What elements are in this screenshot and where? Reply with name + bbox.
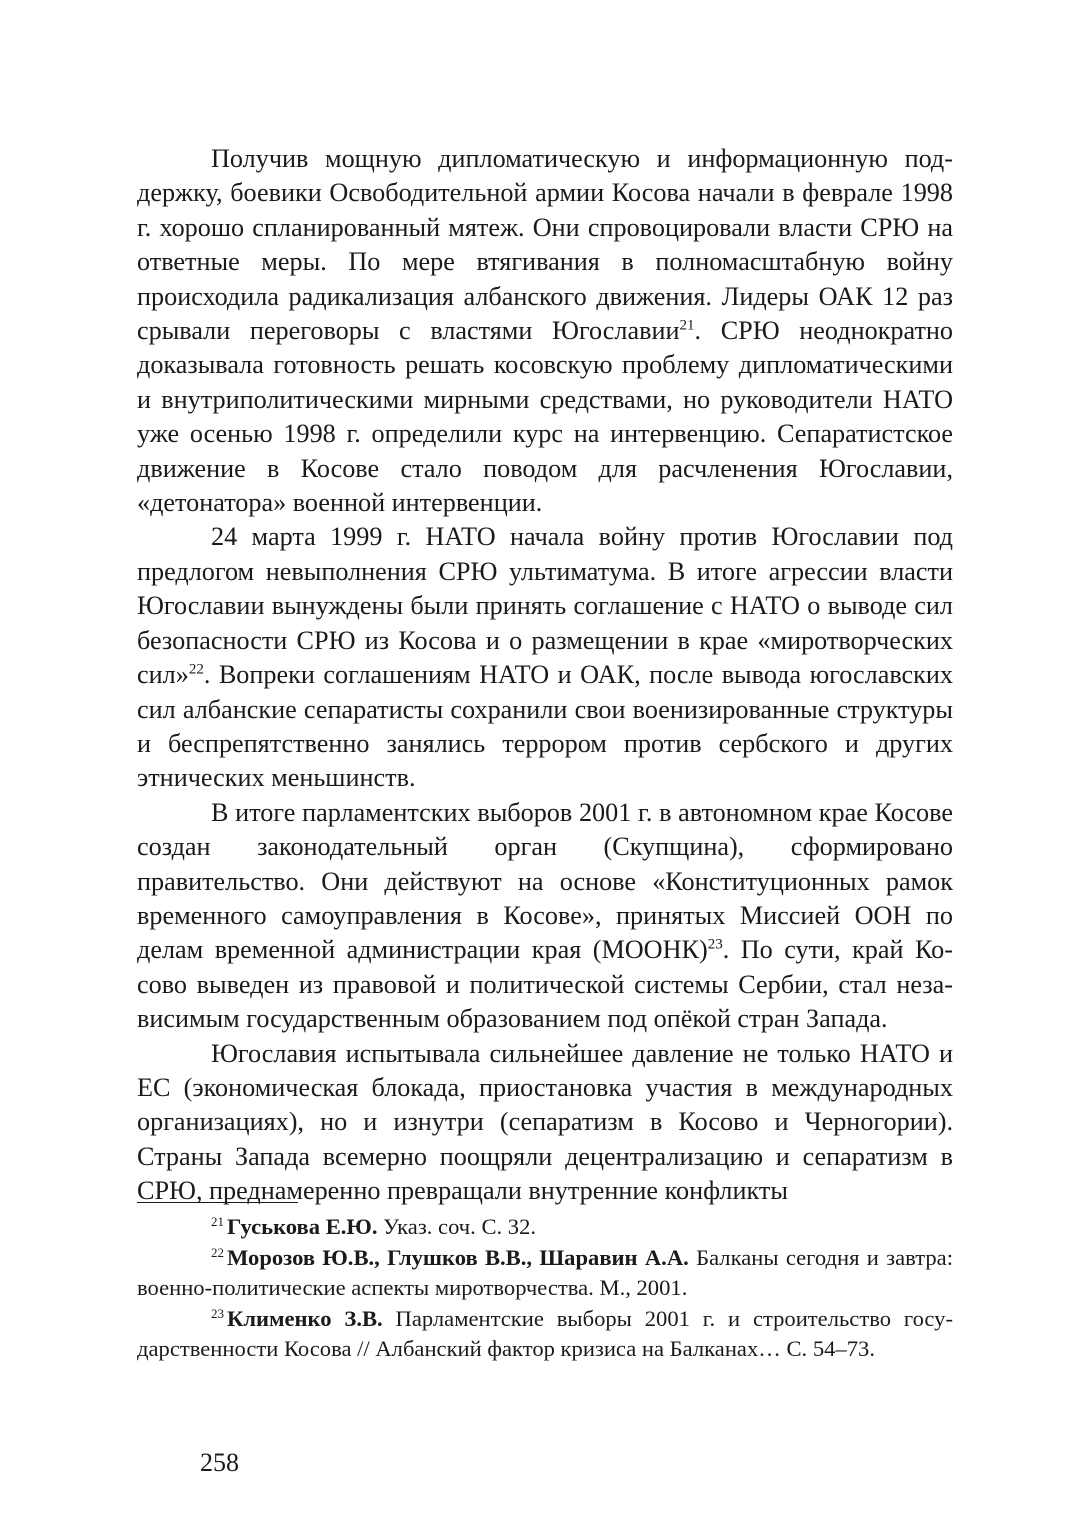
paragraph-text: . Вопреки соглашениям НАТО и ОАК, после вывода югославских сил албанские сепаратисты сохранили свои военизированные структуры и беспрепятственно занялись террором против сербского и других этнических меньшинств. (137, 660, 953, 793)
footnote-ref[interactable]: 22 (188, 661, 204, 678)
page-body (137, 142, 953, 1209)
paragraph-text: . По сути, край Косово выведен из правовой и политической системы Сербии, стал независимым государственным образованием под опёкой стран Запада. (137, 935, 953, 1034)
paragraph-text: В итоге парламентских выборов 2001 г. в автономном крае Косове создан законодательный орган (Скупщина), сформировано правительство. Они действуют на основе «Конституционных рамок временного самоуправления в Косове», принятых Миссией ООН по делам временной администрации края (МООНК) (137, 797, 953, 965)
paragraph-text: 24 марта 1999 г. НАТО начала войну против Югославии под предлогом невыполнения СРЮ ультиматума. В итоге агрессии власти Югославии вынуждены были принять соглашение с НАТО о выводе сил безопасности СРЮ из Косова и о размещении в крае «миротворческих сил» (137, 522, 953, 690)
main-text (137, 142, 953, 1209)
footnote-author: Клименко З.В. (227, 1305, 383, 1331)
footnote-number: 21 (211, 1214, 224, 1230)
paragraph-text: Получив мощную дипломатическую и информационную поддержку, боевики Освободительной армии Косова начали в феврале 1998 г. хорошо спланированный мятеж. Они спровоцировали власти СРЮ на ответные меры. По мере втягивания в полномасштабную войну происходила радикализация албанского движения. Лидеры ОАК 12 раз срывали переговоры с властями Югославии (137, 144, 953, 346)
footnote (137, 1243, 953, 1304)
paragraph-text: . СРЮ неоднократно доказывала готовность решать косовскую проблему дипломатическими и внутриполитическими мирными средствами, но руководители НАТО уже осенью 1998 г. определили курс на интервенцию. Сепаратистское движение в Косове стало поводом для расчленения Югославии, «детонатора» военной интервенции. (137, 316, 954, 518)
paragraph (137, 1037, 953, 1209)
footnote-divider (137, 1202, 298, 1203)
footnote-text: Указ. соч. С. 32. (377, 1214, 537, 1239)
footnote-number: 23 (211, 1305, 224, 1321)
paragraph (137, 142, 953, 520)
footnote (137, 1304, 953, 1365)
paragraph (137, 520, 953, 795)
footnote-author: Гуськова Е.Ю. (227, 1214, 378, 1239)
paragraph-text: Югославия испытывала сильнейшее давление не только НАТО и ЕС (экономическая блокада, приостановка участия в международных организациях), но и изнутри (сепаратизм в Косово и Черногории). Страны Запада всемерно поощряли децентрализацию и сепаратизм в СРЮ, преднамеренно превращали внутренние конфликты (137, 1038, 953, 1206)
footnote (137, 1212, 953, 1243)
footnote-text: Балканы сегодня и завтра: военно-политические аспекты миротворчества. М., 2001. (137, 1244, 953, 1301)
paragraph (137, 796, 953, 1037)
footnote-ref[interactable]: 21 (679, 317, 695, 334)
footnotes (137, 1212, 953, 1365)
page-number: 258 (200, 1448, 239, 1477)
footnote-author: Морозов Ю.В., Глушков В.В., Шаравин А.А. (227, 1244, 689, 1270)
footnote-ref[interactable]: 23 (707, 937, 723, 954)
footnote-text: Парламентские выборы 2001 г. и строительство государственности Косова // Албанский фактор кризиса на Балканах… С. 54–73. (137, 1305, 953, 1362)
footnote-number: 22 (211, 1244, 224, 1260)
